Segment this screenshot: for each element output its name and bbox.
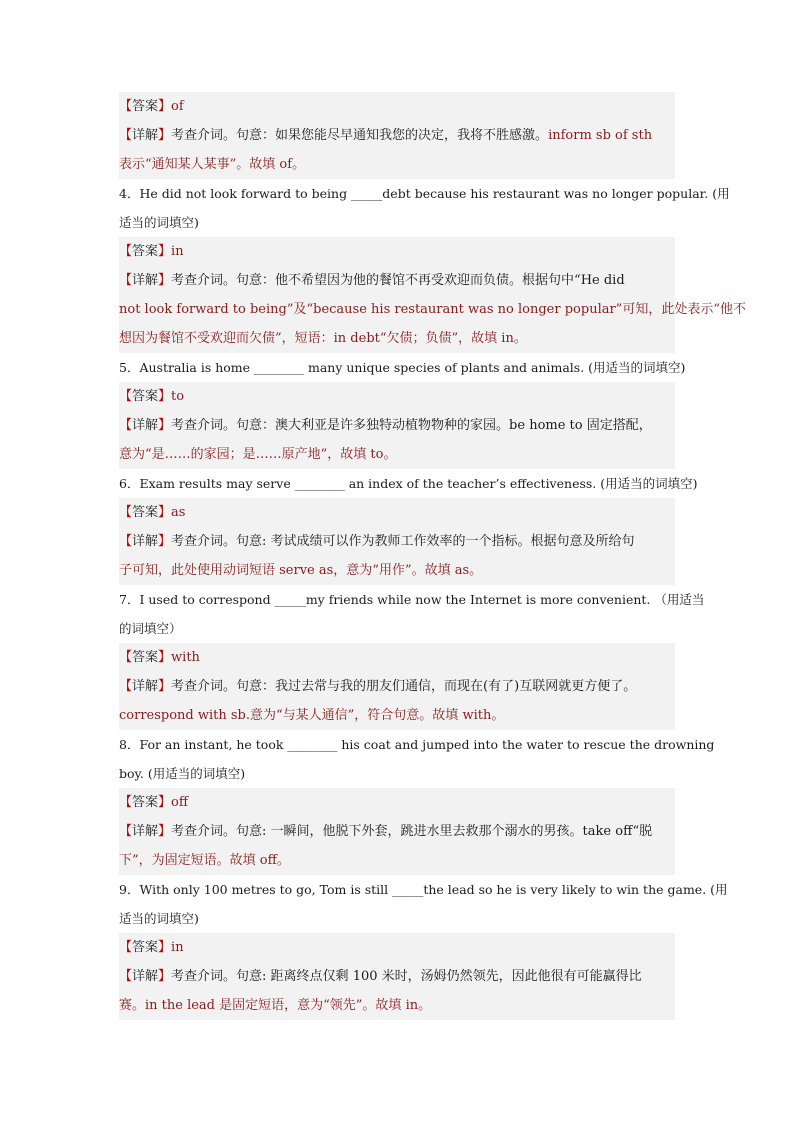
- label-close-bracket: 】: [158, 795, 172, 810]
- label-open-bracket: 【: [119, 795, 133, 810]
- detail-label: 详解: [132, 969, 159, 984]
- detail-text: correspond with sb.意为“与某人通信”，符合句意。故填 with。: [119, 708, 505, 723]
- label-open-bracket: 【: [119, 679, 133, 694]
- answer-line: [119, 788, 675, 817]
- label-close-bracket: 】: [158, 418, 172, 433]
- question-block: [119, 179, 730, 237]
- label-open-bracket: 【: [119, 650, 133, 665]
- detail-line: [119, 991, 675, 1020]
- detail-line: [119, 295, 746, 324]
- question-block: [119, 353, 686, 382]
- detail-line: [119, 701, 675, 730]
- detail-text: not look forward to being”及“because his restaurant was no longer popular”可知，此处表示“他不: [119, 302, 746, 317]
- label-open-bracket: 【: [119, 534, 133, 549]
- detail-text: 想因为餐馆不受欢迎而欠债”，短语：in debt“欠债；负债”，故填 in。: [119, 331, 527, 346]
- detail-line: [119, 846, 675, 875]
- answer-value: to: [171, 389, 185, 404]
- question-block: [119, 469, 698, 498]
- detail-line: [119, 440, 675, 469]
- question-line: 的词填空）: [119, 621, 182, 636]
- label-open-bracket: 【: [119, 128, 133, 143]
- content-column: [119, 92, 746, 1020]
- answer-block: [119, 933, 675, 1020]
- detail-line: [119, 962, 675, 991]
- label-close-bracket: 】: [158, 969, 172, 984]
- label-close-bracket: 】: [158, 244, 172, 259]
- detail-text: 考查介词。句意: 距离终点仅剩 100 米时，汤姆仍然领先，因此他很有可能赢得比: [171, 969, 642, 984]
- question-block: [119, 730, 715, 788]
- answer-value: as: [171, 505, 186, 520]
- detail-text: 赛。in the lead 是固定短语，意为“领先”。故填 in。: [119, 998, 432, 1013]
- question-line: 适当的词填空): [119, 215, 199, 230]
- label-open-bracket: 【: [119, 418, 133, 433]
- question-line: 5．Australia is home ________ many unique species of plants and animals. (用适当的词填空): [119, 360, 686, 375]
- answer-label: 答案: [132, 505, 159, 520]
- label-close-bracket: 】: [158, 273, 172, 288]
- detail-text: 考查介词。句意：他不希望因为他的餐馆不再受欢迎而负债。根据句中“He did: [171, 273, 625, 288]
- label-open-bracket: 【: [119, 940, 133, 955]
- detail-text: 子可知，此处使用动词短语 serve as，意为“用作”。故填 as。: [119, 563, 483, 578]
- label-close-bracket: 】: [158, 505, 172, 520]
- detail-label: 详解: [132, 679, 159, 694]
- answer-block: [119, 498, 675, 585]
- detail-label: 详解: [132, 824, 159, 839]
- answer-line: [119, 933, 675, 962]
- answer-label: 答案: [132, 244, 159, 259]
- detail-line: [119, 527, 675, 556]
- answer-line: [119, 498, 675, 527]
- question-line: 6．Exam results may serve ________ an index of the teacher’s effectiveness. (用适当的词填空): [119, 476, 698, 491]
- detail-line: [119, 150, 675, 179]
- detail-text: 下”，为固定短语。故填 off。: [119, 853, 290, 868]
- answer-label: 答案: [132, 389, 159, 404]
- detail-line: [119, 672, 675, 701]
- answer-label: 答案: [132, 795, 159, 810]
- answer-line: [119, 643, 675, 672]
- label-open-bracket: 【: [119, 99, 133, 114]
- label-close-bracket: 】: [158, 650, 172, 665]
- answer-value: in: [171, 940, 184, 955]
- detail-text: 考查介词。句意：我过去常与我的朋友们通信，而现在(有了)互联网就更方便了。: [171, 679, 637, 694]
- detail-label: 详解: [132, 418, 159, 433]
- question-line: 7．I used to correspond _____my friends while now the Internet is more convenient. （用适当: [119, 592, 705, 607]
- label-close-bracket: 】: [158, 128, 172, 143]
- question-line: 4．He did not look forward to being _____debt because his restaurant was no longer popular. (用: [119, 186, 730, 201]
- question-line: 适当的词填空): [119, 911, 199, 926]
- detail-text: 考查介词。句意: 考试成绩可以作为教师工作效率的一个指标。根据句意及所给句: [171, 534, 635, 549]
- answer-line: [119, 382, 675, 411]
- question-line: 9．With only 100 metres to go, Tom is still _____the lead so he is very likely to win the game. (用: [119, 882, 728, 897]
- detail-label: 详解: [132, 128, 159, 143]
- detail-line: [119, 411, 675, 440]
- detail-text: 意为“是……的家园；是……原产地”，故填 to。: [119, 447, 397, 462]
- detail-line: [119, 817, 675, 846]
- answer-value: off: [171, 795, 189, 810]
- detail-line: [119, 556, 675, 585]
- label-close-bracket: 】: [158, 824, 172, 839]
- answer-block: [119, 382, 675, 469]
- answer-line: [119, 237, 675, 266]
- answer-value: of: [171, 99, 184, 114]
- label-open-bracket: 【: [119, 824, 133, 839]
- detail-text: inform sb of sth: [548, 128, 653, 143]
- answer-block: [119, 92, 675, 179]
- label-close-bracket: 】: [158, 534, 172, 549]
- label-open-bracket: 【: [119, 969, 133, 984]
- detail-text: 表示“通知某人某事”。故填 of。: [119, 157, 306, 172]
- detail-text: 考查介词。句意：如果您能尽早通知我您的决定，我将不胜感激。: [171, 128, 549, 143]
- detail-text: 考查介词。句意：澳大利亚是许多独特动植物物种的家园。be home to 固定搭配，: [171, 418, 652, 433]
- label-open-bracket: 【: [119, 244, 133, 259]
- answer-block: [119, 643, 675, 730]
- answer-label: 答案: [132, 650, 159, 665]
- label-open-bracket: 【: [119, 389, 133, 404]
- label-close-bracket: 】: [158, 389, 172, 404]
- question-block: [119, 875, 728, 933]
- detail-label: 详解: [132, 273, 159, 288]
- detail-line: [119, 121, 675, 150]
- answer-label: 答案: [132, 99, 159, 114]
- answer-block: [119, 788, 675, 875]
- label-open-bracket: 【: [119, 505, 133, 520]
- answer-value: in: [171, 244, 184, 259]
- label-close-bracket: 】: [158, 679, 172, 694]
- detail-label: 详解: [132, 534, 159, 549]
- answer-line: [119, 92, 675, 121]
- answer-label: 答案: [132, 940, 159, 955]
- label-close-bracket: 】: [158, 940, 172, 955]
- detail-line: [119, 324, 675, 353]
- label-open-bracket: 【: [119, 273, 133, 288]
- question-block: [119, 585, 705, 643]
- answer-value: with: [171, 650, 200, 665]
- question-line: 8．For an instant, he took ________ his coat and jumped into the water to rescue the drowning: [119, 737, 715, 752]
- answer-block: [119, 237, 746, 353]
- question-line: boy. (用适当的词填空): [119, 766, 246, 781]
- detail-text: 考查介词。句意: 一瞬间，他脱下外套，跳进水里去救那个溺水的男孩。take off“脱: [171, 824, 653, 839]
- label-close-bracket: 】: [158, 99, 172, 114]
- detail-line: [119, 266, 675, 295]
